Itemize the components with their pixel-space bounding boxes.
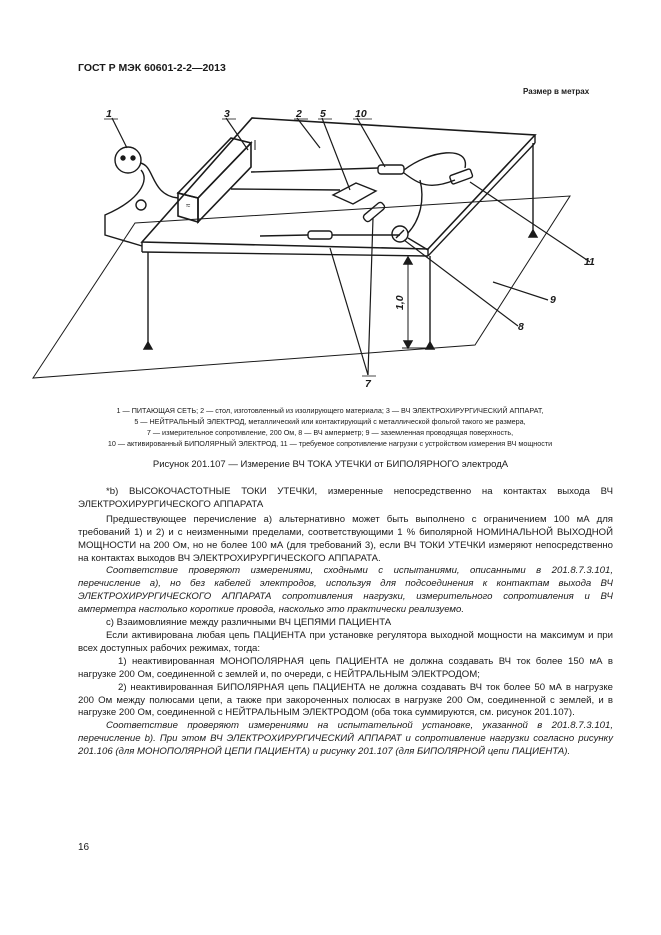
- label-7: 7: [365, 378, 371, 390]
- mains-supply: [115, 147, 141, 173]
- label-3: 3: [224, 108, 230, 120]
- ground-foot: [529, 230, 537, 237]
- label-5: 5: [320, 108, 326, 120]
- legend-line: 1 — ПИТАЮЩАЯ СЕТЬ; 2 — стол, изготовленный из изолирующего материала; 3 — ВЧ ЭЛЕКТРОХИРУРГИЧЕСКИЙ АППАРАТ,: [116, 406, 544, 415]
- bipolar-electrode: [378, 165, 404, 174]
- paragraph: Соответствие проверяют измерениями, сходными с испытаниями, описанными в 201.8.7.3.101, перечисление а), но без кабелей электродов, используя для подсоединения к контактам выхода ВЧ ЭЛЕКТРОХИРУРГИЧЕСКОГО АППАРАТА сопротивления нагрузки, измерительного сопротивления и ВЧ амперметра настолько короткие провода, насколько это практически реализуемо.: [78, 565, 613, 616]
- legend-line: 7 — измерительное сопротивление, 200 Ом, 8 — ВЧ амперметр; 9 — заземленная проводящая поверхность,: [146, 428, 514, 437]
- body-text: [78, 486, 613, 759]
- paragraph: 2) неактивированная БИПОЛЯРНАЯ цепь ПАЦИЕНТА не должна создавать ВЧ ток более 50 мА в нагрузке 200 Ом между полюсами цепи, а также при закороченных полюсах в нагрузке 200 Ом, соединенной с землей, и в нагрузке 200 Ом, соединенной с НЕЙТРАЛЬНЫМ ЭЛЕКТРОДОМ (оба тока суммируются, см. рисунок 201.107).: [78, 681, 613, 719]
- paragraph: c) Взаимовлияние между различными ВЧ ЦЕПЯМИ ПАЦИЕНТА: [106, 617, 392, 629]
- figure-diagram: [0, 0, 661, 400]
- page-number: 16: [78, 842, 90, 853]
- label-2: 2: [296, 108, 302, 120]
- paragraph: *b) ВЫСОКОЧАСТОТНЫЕ ТОКИ УТЕЧКИ, измеренные непосредственно на контактах выхода ВЧ ЭЛЕКТРОХИРУРГИЧЕСКОГО АППАРАТА: [78, 486, 613, 510]
- label-10: 10: [355, 108, 367, 120]
- neutral-electrode: [333, 183, 376, 204]
- load-resistance: [449, 168, 473, 184]
- svg-text:≈: ≈: [186, 201, 191, 210]
- label-11: 11: [584, 256, 595, 268]
- document-header: ГОСТ Р МЭК 60601-2-2—2013: [78, 62, 226, 74]
- dimension-label: 1,0: [394, 295, 406, 310]
- scale-note: Размер в метрах: [523, 87, 590, 96]
- label-9: 9: [550, 294, 556, 306]
- legend-line: 10 — активированный БИПОЛЯРНЫЙ ЭЛЕКТРОД, 11 — требуемое сопротивление нагрузки с устройством измерения ВЧ мощности: [107, 439, 553, 448]
- table-top: [142, 118, 535, 249]
- measuring-resistor: [308, 231, 332, 239]
- paragraph: 1) неактивированная МОНОПОЛЯРНАЯ цепь ПАЦИЕНТА не должна создавать ВЧ ток более 150 мА в нагрузке 200 Ом, соединенной с землей и, по очереди, с НЕЙТРАЛЬНЫМ ЭЛЕКТРОДОМ;: [78, 655, 613, 680]
- ground-plane: [33, 196, 570, 378]
- label-1: 1: [106, 108, 112, 120]
- label-8: 8: [518, 321, 524, 333]
- paragraph: Соответствие проверяют измерениями на испытательной установке, указанной в 201.8.7.3.101, перечисление b). При этом ВЧ ЭЛЕКТРОХИРУРГИЧЕСКИЙ АППАРАТ и сопротивление нагрузки согласно рисунку 201.106 (для МОНОПОЛЯРНОЙ ЦЕПИ ПАЦИЕНТА) и рисунку 201.107 (для БИПОЛЯРНОЙ цепи ПАЦИЕНТА).: [78, 720, 613, 758]
- paragraph: Если активирована любая цепь ПАЦИЕНТА при установке регулятора выходной мощности на максимум и при всех доступных рабочих режимах, тогда:: [78, 629, 613, 654]
- figure-title: Рисунок 201.107 — Измерение ВЧ ТОКА УТЕЧКИ от БИПОЛЯРНОГО электродА: [152, 459, 509, 470]
- legend-line: 5 — НЕЙТРАЛЬНЫЙ ЭЛЕКТРОД, металлический или контактирующий с металлической фольгой такого же размера,: [134, 417, 526, 426]
- measuring-resistor: [362, 201, 386, 223]
- paragraph: Предшествующее перечисление а) альтернативно может быть выполнено с ограничением 100 мА для требований 1) и 2) и с неизменными пределами, соответствующими 1 % биполярной НОМИНАЛЬНОЙ ВЫХОДНОЙ МОЩНОСТИ на 200 Ом, но не более 100 мА (для требований 3), если ВЧ ТОКИ УТЕЧКИ измеряют непосредственно на контактах выходов ВЧ ЭЛЕКТРОХИРУРГИЧЕСКОГО АППАРАТА.: [78, 513, 613, 564]
- ground-foot: [144, 342, 152, 349]
